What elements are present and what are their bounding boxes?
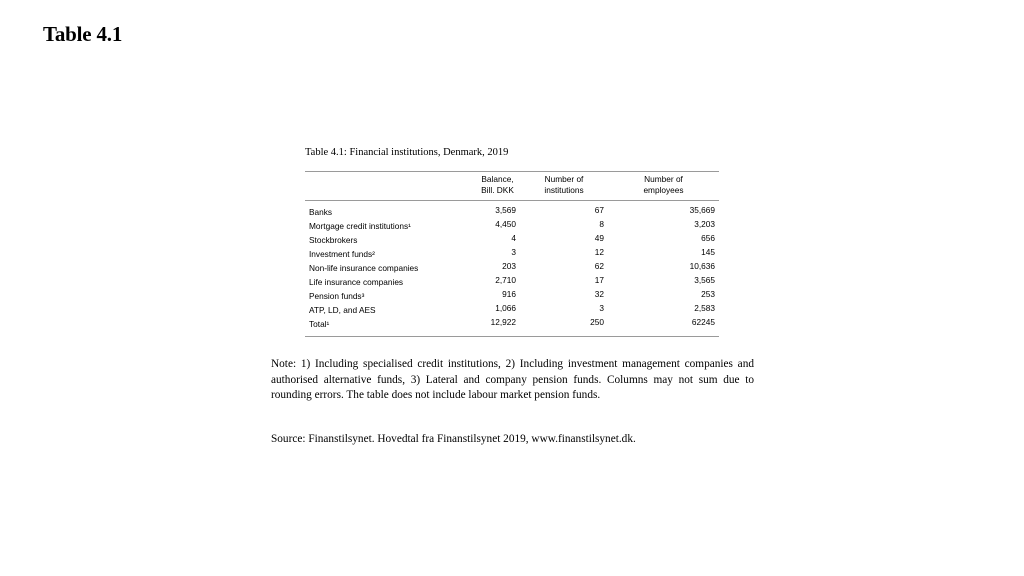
row-institutions: 67 (594, 205, 604, 215)
row-employees: 656 (701, 233, 715, 243)
row-label: Banks (309, 207, 333, 217)
table-row (305, 274, 719, 288)
row-label: Mortgage credit institutions¹ (309, 221, 411, 231)
table-header-row (305, 172, 719, 201)
row-balance: 4 (511, 233, 516, 243)
row-employees: 2,583 (694, 303, 715, 313)
row-label: ATP, LD, and AES (309, 305, 376, 315)
row-label: Life insurance companies (309, 277, 404, 287)
table-caption: Table 4.1: Financial institutions, Denmark, 2019 (305, 147, 509, 158)
row-label: Pension funds³ (309, 291, 365, 301)
row-balance: 2,710 (495, 275, 516, 285)
table-row (305, 232, 719, 246)
row-label: Non-life insurance companies (309, 263, 419, 273)
header-employees-line1: Number of (644, 174, 683, 184)
row-label: Investment funds² (309, 249, 375, 259)
row-employees: 3,565 (694, 275, 715, 285)
row-employees: 253 (701, 289, 715, 299)
header-institutions (520, 172, 608, 201)
header-employees-line2: employees (643, 185, 684, 195)
row-balance: 916 (502, 289, 516, 299)
table-row (305, 302, 719, 316)
header-employees (608, 172, 719, 201)
row-employees: 3,203 (694, 219, 715, 229)
row-institutions: 49 (594, 233, 604, 243)
row-balance: 3 (511, 247, 516, 257)
header-balance-line2: Bill. DKK (481, 185, 514, 195)
table-note: Note: 1) Including specialised credit institutions, 2) Including investment management companies and authorised alternative funds, 3) Lateral and company pension funds. Columns may not sum due to rounding errors. The table does not include labour market pension funds. (271, 358, 754, 401)
row-institutions: 12 (594, 247, 604, 257)
row-balance: 1,066 (495, 303, 516, 313)
header-balance (475, 172, 520, 201)
table-row (305, 201, 719, 219)
header-label-column (305, 172, 475, 201)
header-institutions-line1: Number of (544, 174, 584, 184)
row-employees: 145 (701, 247, 715, 257)
table-row (305, 260, 719, 274)
row-institutions: 62 (594, 261, 604, 271)
slide-title: Table 4.1 (43, 22, 123, 46)
row-balance: 3,569 (495, 205, 516, 215)
row-employees: 62245 (608, 316, 719, 337)
row-institutions: 3 (599, 303, 604, 313)
row-institutions: 8 (599, 219, 604, 229)
header-institutions-line2: institutions (544, 185, 584, 195)
row-balance: 4,450 (495, 219, 516, 229)
table-body (305, 201, 719, 337)
row-institutions: 32 (594, 289, 604, 299)
row-institutions: 17 (594, 275, 604, 285)
row-institutions: 250 (520, 316, 608, 337)
row-employees: 10,636 (689, 261, 715, 271)
table-source: Source: Finanstilsynet. Hovedtal fra Finanstilsynet 2019, www.finanstilsynet.dk. (271, 433, 636, 445)
row-balance: 203 (502, 261, 516, 271)
financial-institutions-table (305, 171, 719, 337)
row-label: Stockbrokers (309, 235, 358, 245)
table-row (305, 316, 719, 337)
table-row (305, 218, 719, 232)
header-balance-line1: Balance, (481, 174, 514, 184)
row-label: Total¹ (305, 316, 475, 337)
table-row (305, 288, 719, 302)
table-row (305, 246, 719, 260)
row-balance: 12,922 (475, 316, 520, 337)
row-employees: 35,669 (689, 205, 715, 215)
